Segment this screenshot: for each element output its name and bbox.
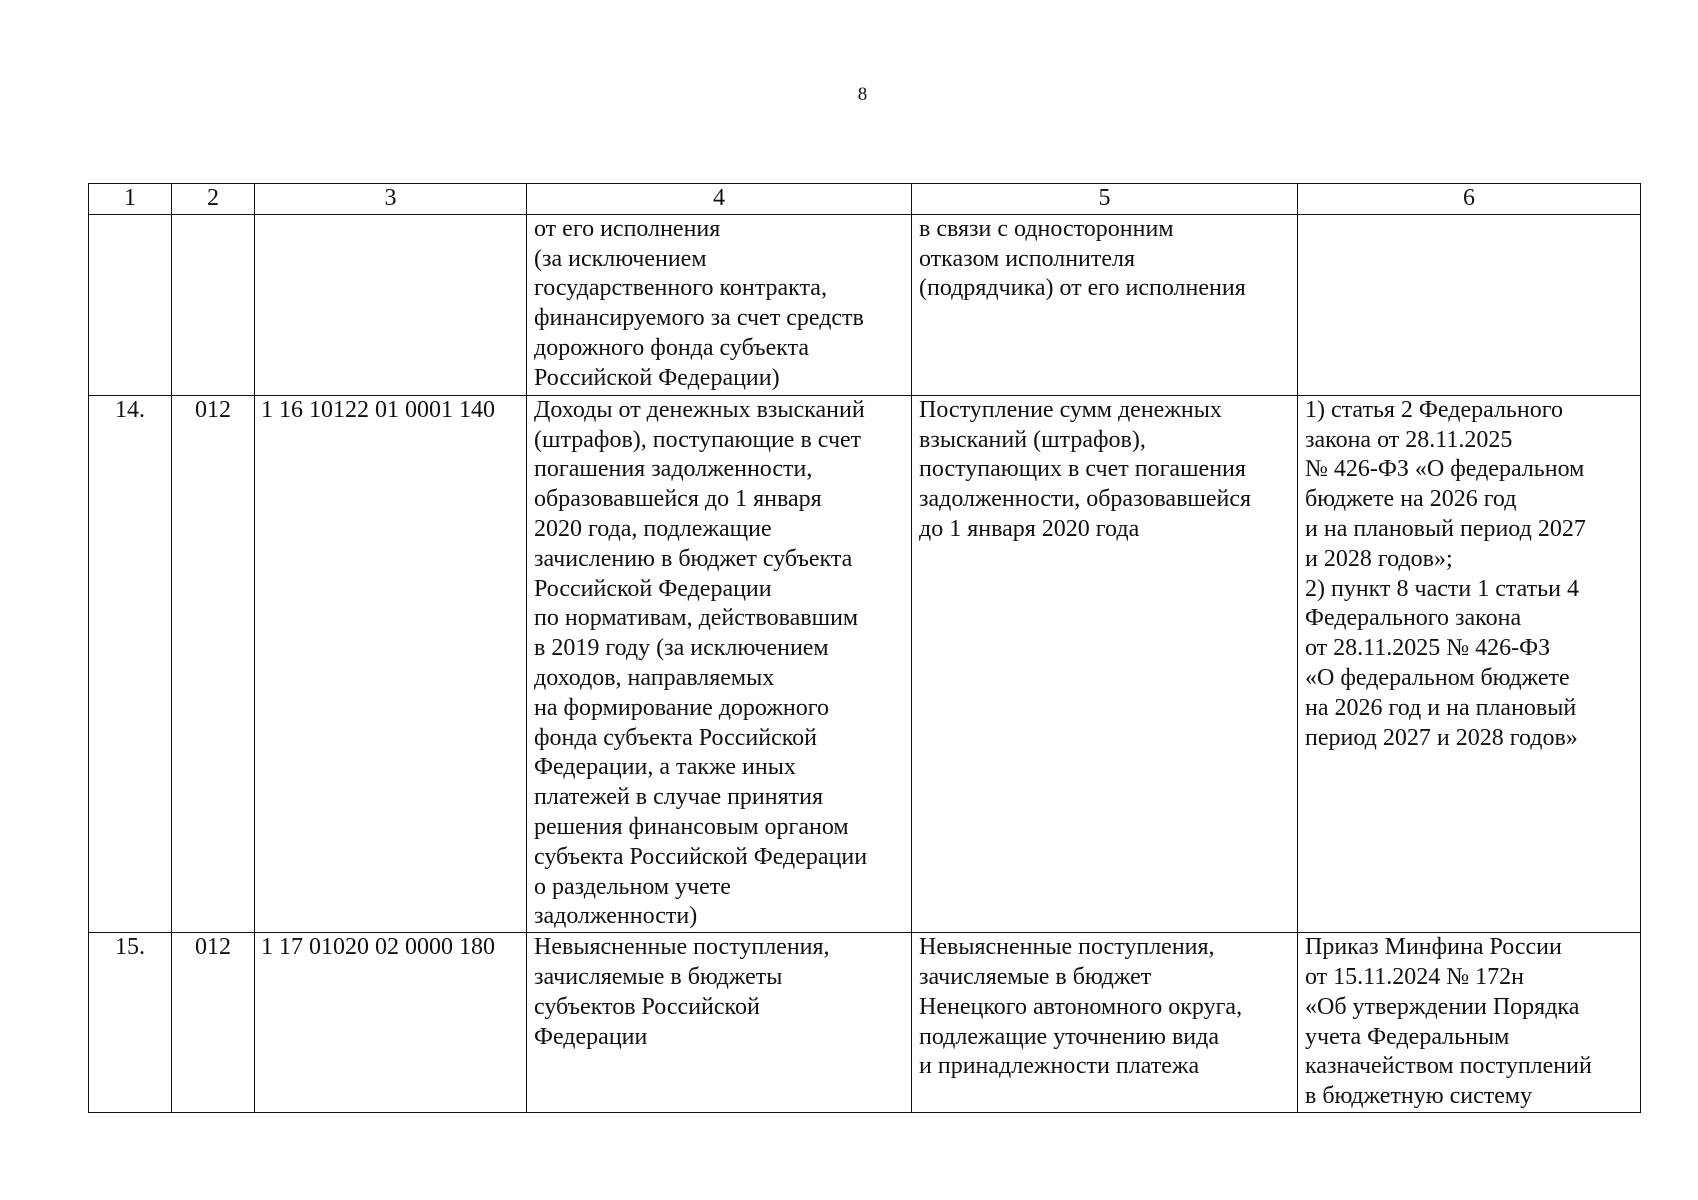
text-line: доходов, направляемых	[534, 664, 775, 691]
text-line: учета Федеральным	[1305, 1023, 1510, 1050]
text-line: подлежащие уточнению вида	[919, 1023, 1219, 1050]
text-line: казначейством поступлений	[1305, 1053, 1592, 1080]
kbk-code-cell: 1 16 10122 01 0001 140	[255, 395, 527, 932]
header-cell: 3	[255, 184, 527, 215]
kbk-code-cell: 1 17 01020 02 0000 180	[255, 933, 527, 1113]
text-line: Федерации	[534, 1023, 648, 1050]
text-line: от его исполнения	[534, 215, 721, 242]
text-line: и принадлежности платежа	[919, 1053, 1200, 1080]
text-line: отказом исполнителя	[919, 245, 1136, 272]
text-line: (штрафов), поступающие в счет	[534, 426, 862, 453]
text-line: о раздельном учете	[534, 873, 731, 900]
text-line: (подрядчика) от его исполнения	[919, 275, 1246, 302]
header-cell: 5	[912, 184, 1298, 215]
empty-cell	[1298, 214, 1641, 395]
text-line: Приказ Минфина России	[1305, 934, 1562, 961]
text-line: от 28.11.2025 № 426-ФЗ	[1305, 635, 1551, 662]
text-line: финансируемого за счет средств	[534, 305, 864, 332]
text-line: в 2019 году (за исключением	[534, 635, 829, 662]
text-line: Невыясненные поступления,	[919, 934, 1215, 961]
description-cell	[912, 395, 1298, 932]
text-line: от 15.11.2024 № 172н	[1305, 963, 1525, 990]
description-cell	[912, 933, 1298, 1113]
table-row	[89, 214, 1641, 395]
text-line: субъектов Российской	[534, 993, 760, 1020]
text-line: на формирование дорожного	[534, 694, 830, 721]
name-cell	[527, 214, 912, 395]
text-line: фонда субъекта Российской	[534, 724, 818, 751]
name-cell	[527, 933, 912, 1113]
text-line: Российской Федерации)	[534, 364, 780, 391]
name-cell	[527, 395, 912, 932]
text-line: в бюджетную систему	[1305, 1083, 1533, 1110]
text-line: закона от 28.11.2025	[1305, 426, 1513, 453]
text-line: Поступление сумм денежных	[919, 396, 1222, 423]
text-line: в связи с односторонним	[919, 215, 1174, 242]
text-line: на 2026 год и на плановый	[1305, 694, 1577, 721]
text-line: Российской Федерации	[534, 575, 772, 602]
text-line: взысканий (штрафов),	[919, 426, 1146, 453]
text-line: зачисляемые в бюджеты	[534, 963, 783, 990]
header-cell: 6	[1298, 184, 1641, 215]
text-line: зачисляемые в бюджет	[919, 963, 1152, 990]
page-number: 8	[857, 84, 868, 105]
table-row	[89, 933, 1641, 1113]
text-line: платежей в случае принятия	[534, 784, 824, 811]
text-line: Доходы от денежных взысканий	[534, 396, 865, 423]
empty-cell	[255, 214, 527, 395]
text-line: до 1 января 2020 года	[919, 515, 1140, 542]
header-row	[89, 184, 1641, 215]
text-line: 2020 года, подлежащие	[534, 515, 772, 542]
text-line: Федерального закона	[1305, 605, 1522, 632]
basis-cell	[1298, 933, 1641, 1113]
text-line: погашения задолженности,	[534, 456, 813, 483]
revenue-table	[88, 183, 1641, 1113]
text-line: «Об утверждении Порядка	[1305, 993, 1580, 1020]
text-line: 2) пункт 8 части 1 статьи 4	[1305, 575, 1579, 602]
header-cell: 2	[172, 184, 255, 215]
text-line: зачислению в бюджет субъекта	[534, 545, 853, 572]
empty-cell	[172, 214, 255, 395]
text-line: 1) статья 2 Федерального	[1305, 396, 1563, 423]
text-line: «О федеральном бюджете	[1305, 664, 1570, 691]
text-line: период 2027 и 2028 годов»	[1305, 724, 1578, 751]
header-cell: 4	[527, 184, 912, 215]
text-line: (за исключением	[534, 245, 707, 272]
text-line: № 426-ФЗ «О федеральном	[1305, 456, 1585, 483]
row-number-cell: 15.	[89, 933, 172, 1113]
text-line: и на плановый период 2027	[1305, 515, 1586, 542]
admin-code-cell: 012	[172, 395, 255, 932]
empty-cell	[89, 214, 172, 395]
row-number-cell: 14.	[89, 395, 172, 932]
table-row	[89, 395, 1641, 932]
text-line: Невыясненные поступления,	[534, 934, 830, 961]
header-cell: 1	[89, 184, 172, 215]
description-cell	[912, 214, 1298, 395]
basis-cell	[1298, 395, 1641, 932]
admin-code-cell: 012	[172, 933, 255, 1113]
text-line: Федерации, а также иных	[534, 754, 796, 781]
text-line: и 2028 годов»;	[1305, 545, 1453, 572]
text-line: поступающих в счет погашения	[919, 456, 1246, 483]
text-line: задолженности)	[534, 903, 698, 930]
text-line: государственного контракта,	[534, 275, 827, 302]
text-line: бюджете на 2026 год	[1305, 486, 1517, 513]
text-line: Ненецкого автономного округа,	[919, 993, 1243, 1020]
text-line: образовавшейся до 1 января	[534, 486, 822, 513]
text-line: задолженности, образовавшейся	[919, 486, 1252, 513]
text-line: решения финансовым органом	[534, 813, 849, 840]
text-line: по нормативам, действовавшим	[534, 605, 859, 632]
text-line: дорожного фонда субъекта	[534, 334, 810, 361]
text-line: субъекта Российской Федерации	[534, 843, 868, 870]
